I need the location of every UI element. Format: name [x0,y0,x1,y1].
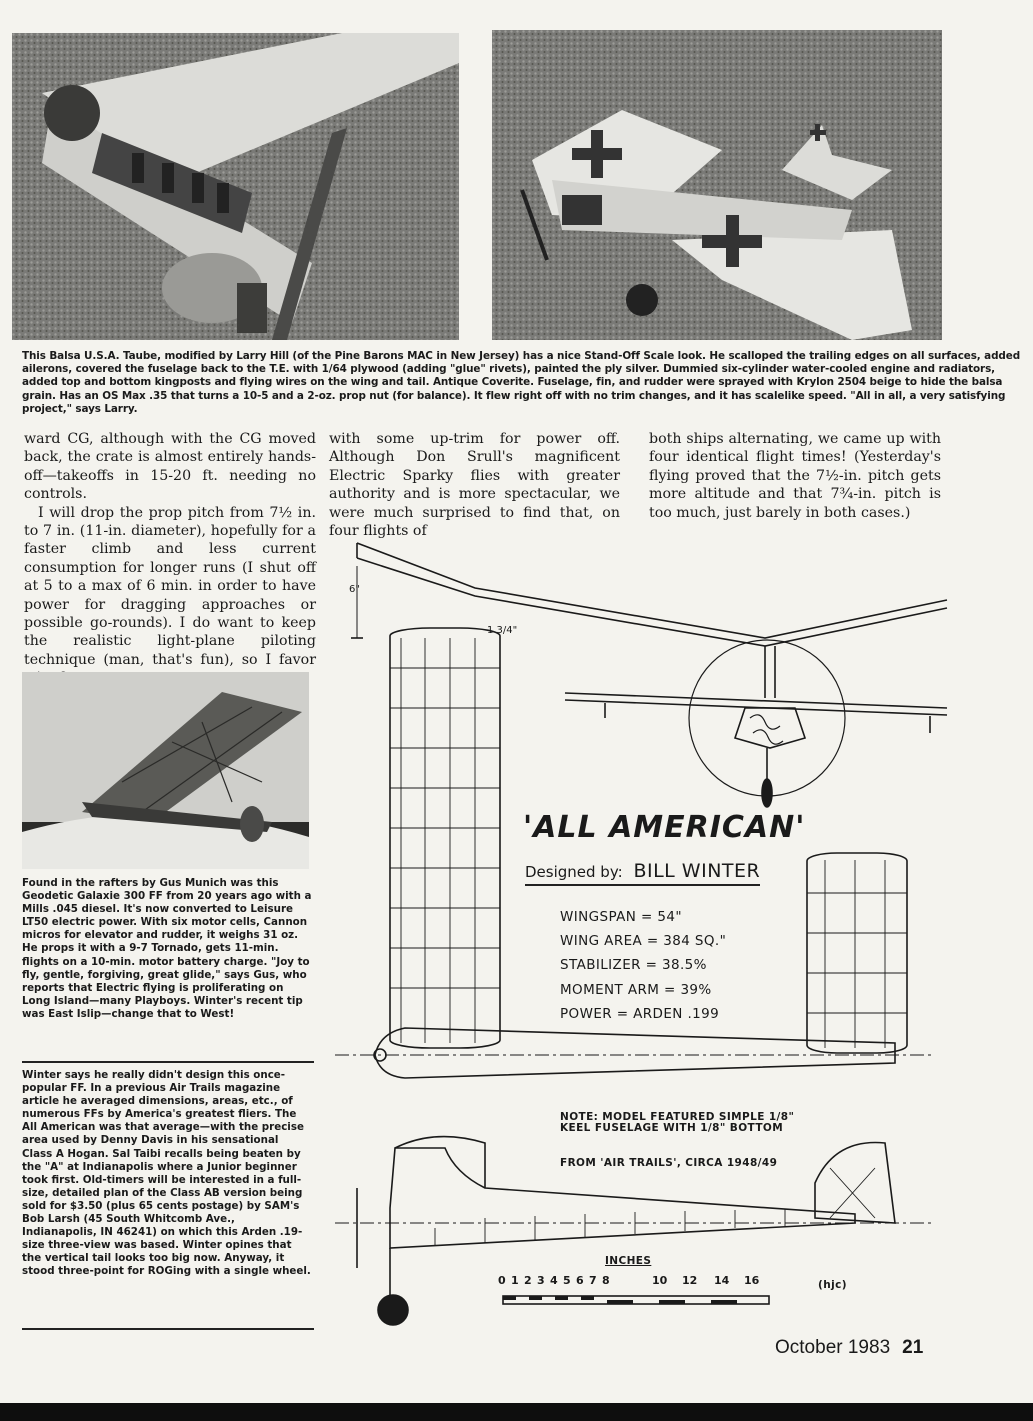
body-col1-paragraph-2: I will drop the prop pitch from 7½ in. to 7 in. (11-in. diameter), hopefully for a faster climb and less current consumption for longer runs (I shut off at 5 to a max of 6 min. in order to have power for dragging approaches or possible go-rounds). I do want to keep the realistic light-plane piloting technique (man, that's fun), so I favor [24,504,316,668]
photo-caption-taube: This Balsa U.S.A. Taube, modified by Larry Hill (of the Pine Barons MAC in New Jersey) has a nice Stand-Off Scale look. He scalloped the trailing edges on all surfaces, added ailerons, covered the fuselage back to the T.E. with 1/64 plywood (adding "glue" rivets), painted the ply silver. Dummied six-cylinder water-cooled engine and radiators, added top and bottom kingposts and flying wires on the wing and tail. Antique Coverite. Fuselage, fin, and rudder were sprayed with Krylon 2504 beige to hide the balsa grain. Has an OS Max .35 that turns a 10-5 and a 2-oz. prop nut (for balance). It flew right off with no trim changes, and it has scalelike speed. "All in all, a very satisfying project," says Larry. [22,350,1021,415]
scale-tick: 5 [563,1274,571,1287]
photo-galaxie [22,672,309,869]
scale-tick: 7 [589,1274,597,1287]
drawing-source: FROM 'AIR TRAILS', CIRCA 1948/49 [560,1157,778,1169]
top-view-wing [390,628,500,1048]
body-col3-paragraph: both ships alternating, we came up with four identical flight times! (Yesterday's flying proved that the 7½-in. pitch gets more altitude and that 7¾-in. pitch is too much, just barely in both cases.) [649,431,941,521]
side-view-fin [815,1143,895,1224]
designer-name: BILL WINTER [633,860,761,882]
photo-caption-galaxie: Found in the rafters by Gus Munich was this Geodetic Galaxie 300 FF from 20 years ago with a Mills .045 diesel. It's now converted to Leisure LT50 electric power. With six motor cells, Cannon micros for elevator and rudder, it weighs 31 oz. He props it with a 9-7 Tornado, gets 11-min. flights on a 10-min. motor battery charge. "Joy to fly, gentle, forgiving, great glide," says Gus, who reports that Electric flying is proliferating on Long Island—many Playboys. Winter's recent tip was East Islip—change that to West! [22,877,312,1020]
scale-tick: 12 [682,1274,698,1287]
photo-taube-full [492,30,942,340]
scale-label: INCHES [605,1255,652,1267]
photo-taube-full-graphic [492,30,942,340]
scale-tick: 16 [744,1274,760,1287]
spec-item-power: POWER = ARDEN .199 [560,1005,720,1022]
scale-tick: 2 [524,1274,532,1287]
body-col1-paragraph-1: ward CG, although with the CG moved back, the crate is almost entirely hands-off—takeoffs in 15-20 ft. needing no controls. [24,431,316,503]
dim-tip-height: 1 3/4" [487,625,518,636]
designer-credit [525,860,760,886]
scale-tick: 4 [550,1274,558,1287]
issue-date: October 1983 [775,1337,891,1358]
sidebar-all-american: Winter says he really didn't design this once-popular FF. In a previous Air Trails magazine article he averaged dimensions, areas, etc., of numerous FFs by America's greatest fliers. The All American was that average—with the precise area used by Denny Davis in his sensational Class A Hogan. Sal Taibi recalls being beaten by the "A" at Indianapolis where a Junior beginner took first. Old-timers will be interested in a full-size, detailed plan of the Class AB version being sold for $3.50 (plus 65 cents postage) by SAM's Bob Larsh (45 South Whitcomb Ave., Indianapolis, IN 46241) on which this Arden .19-size three-view was based. Winter opines that the vertical tail looks too big now. Anyway, it stood three-point for ROGing with a single wheel. [22,1069,311,1278]
body-column-3 [649,430,941,522]
scale-tick: 0 [498,1274,506,1287]
body-col2-paragraph: with some up-trim for power off. Although Don Srull's magnificent Electric Sparky flies with greater authority and is more spectacular, we were much surprised to find that, on four flights of [329,431,620,540]
spec-item-wing-area: WING AREA = 384 SQ." [560,933,727,950]
spec-item-wingspan: WINGSPAN = 54" [560,909,682,925]
divider-rule-2 [22,1328,314,1330]
page-footer [775,1337,923,1359]
top-view-fuselage [375,1028,895,1078]
scale-tick: 6 [576,1274,584,1287]
designer-label: Designed by: [525,863,623,881]
body-column-2 [329,430,620,540]
spec-item-moment-arm: MOMENT ARM = 39% [560,981,712,998]
scale-tick: 10 [652,1274,668,1287]
scan-border [0,1403,1033,1421]
spec-item-stabilizer: STABILIZER = 38.5% [560,957,707,974]
dim-dihedral: 6" [349,584,360,595]
scale-tick: 3 [537,1274,545,1287]
photo-taube-engine [12,33,459,340]
drafter-initials: (hjc) [818,1279,847,1291]
front-view-wing [357,543,947,638]
drawing-note: NOTE: MODEL FEATURED SIMPLE 1/8" KEEL FUSELAGE WITH 1/8" BOTTOM [560,1111,795,1134]
top-view-stabilizer [807,853,907,1053]
drawing-title: 'ALL AMERICAN' [523,810,806,845]
photo-taube-engine-graphic [12,33,459,340]
scale-tick: 14 [714,1274,730,1287]
spec-list [560,905,726,1026]
body-column-1 [24,430,316,688]
scale-tick: 1 [511,1274,519,1287]
page-number: 21 [902,1337,924,1358]
divider-rule-1 [22,1061,314,1063]
photo-galaxie-graphic [22,672,309,869]
scale-tick: 8 [602,1274,610,1287]
